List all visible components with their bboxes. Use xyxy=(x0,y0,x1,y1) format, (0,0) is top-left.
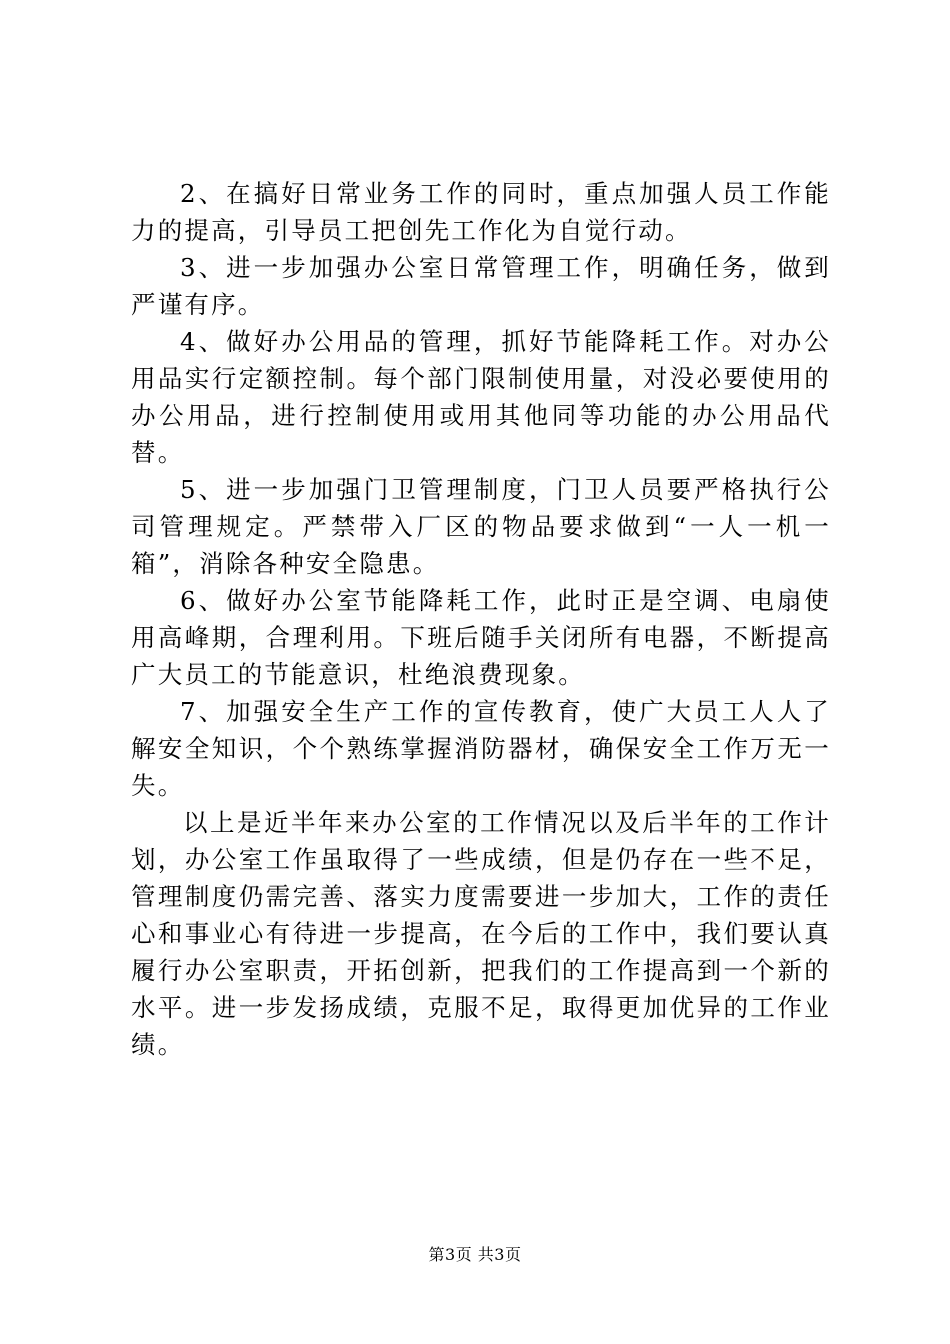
page-number-footer: 第3页 共3页 xyxy=(428,1245,522,1264)
list-item-2: 2、在搞好日常业务工作的同时，重点加强人员工作能力的提高，引导员工把创先工作化为自觉行动。 xyxy=(131,179,831,245)
list-item-4: 4、做好办公用品的管理，抓好节能降耗工作。对办公用品实行定额控制。每个部门限制使用量，对没必要使用的办公用品，进行控制使用或用其他同等功能的办公用品代替。 xyxy=(131,327,831,467)
list-item-6: 6、做好办公室节能降耗工作，此时正是空调、电扇使用高峰期，合理利用。下班后随手关闭所有电器，不断提高广大员工的节能意识，杜绝浪费现象。 xyxy=(131,586,831,689)
list-item-5: 5、进一步加强门卫管理制度，门卫人员要严格执行公司管理规定。严禁带入厂区的物品要求做到“一人一机一箱”，消除各种安全隐患。 xyxy=(131,475,831,578)
list-item-7: 7、加强安全生产工作的宣传教育，使广大员工人人了解安全知识，个个熟练掌握消防器材，确保安全工作万无一失。 xyxy=(131,697,831,800)
list-item-3: 3、进一步加强办公室日常管理工作，明确任务，做到严谨有序。 xyxy=(131,253,831,319)
summary-paragraph: 以上是近半年来办公室的工作情况以及后半年的工作计划，办公室工作虽取得了一些成绩，但是仍存在一些不足，管理制度仍需完善、落实力度需要进一步加大，工作的责任心和事业心有待进一步提高，在今后的工作中，我们要认真履行办公室职责，开拓创新，把我们的工作提高到一个新的水平。进一步发扬成绩，克服不足，取得更加优异的工作业绩。 xyxy=(131,808,831,1059)
document-body xyxy=(131,175,831,1063)
